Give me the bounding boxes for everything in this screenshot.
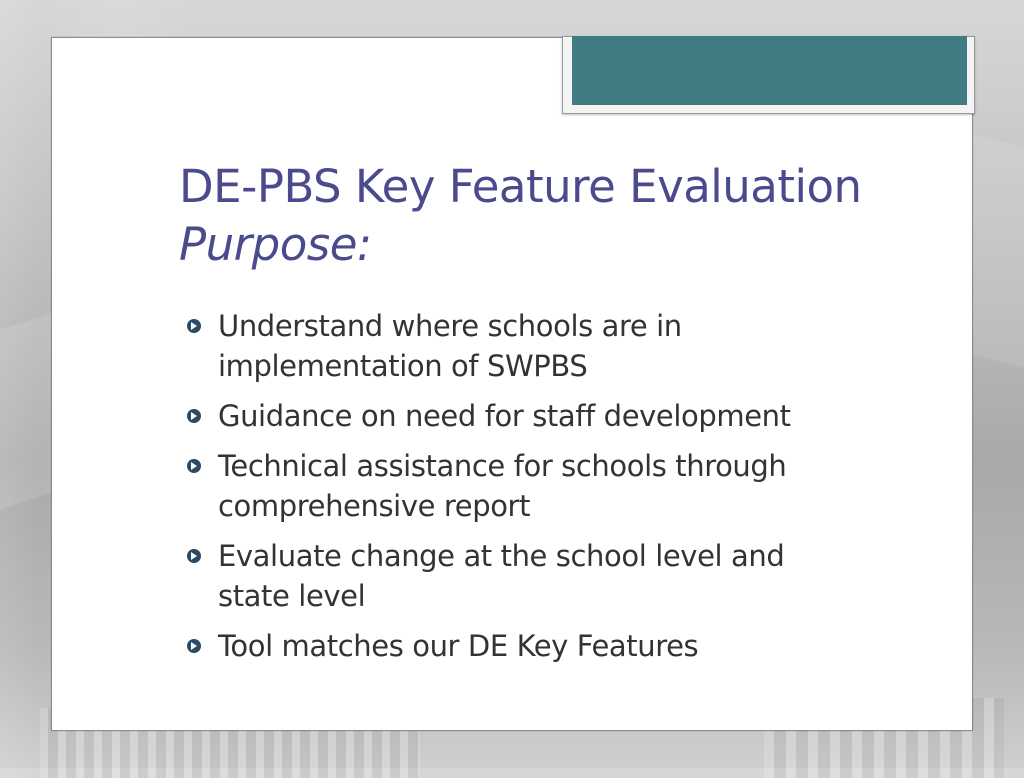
- slide-canvas: [51, 37, 973, 731]
- bullet-line: implementation of SWPBS: [218, 349, 588, 383]
- bullet-item: [187, 396, 927, 436]
- circled-play-icon: [187, 409, 201, 423]
- circled-play-icon: [187, 639, 201, 653]
- bullet-line: Technical assistance for schools through: [218, 449, 787, 483]
- bullet-line: Guidance on need for staff development: [218, 399, 791, 433]
- circled-play-icon: [187, 319, 201, 333]
- bullet-line: Understand where schools are in: [218, 309, 682, 343]
- bullet-line: Evaluate change at the school level and: [218, 539, 785, 573]
- title-subtitle: Purpose:: [179, 218, 372, 271]
- bullet-list: [187, 306, 927, 676]
- bullet-line: state level: [218, 579, 366, 613]
- title-main: DE-PBS Key Feature Evaluation: [179, 160, 862, 213]
- accent-banner: [572, 36, 967, 105]
- bullet-item: [187, 536, 927, 616]
- circled-play-icon: [187, 459, 201, 473]
- bullet-item: [187, 446, 927, 526]
- circled-play-icon: [187, 549, 201, 563]
- bullet-line: comprehensive report: [218, 489, 531, 523]
- bullet-item: [187, 626, 927, 666]
- bullet-item: [187, 306, 927, 386]
- bullet-line: Tool matches our DE Key Features: [218, 629, 699, 663]
- slide-title: [179, 158, 999, 274]
